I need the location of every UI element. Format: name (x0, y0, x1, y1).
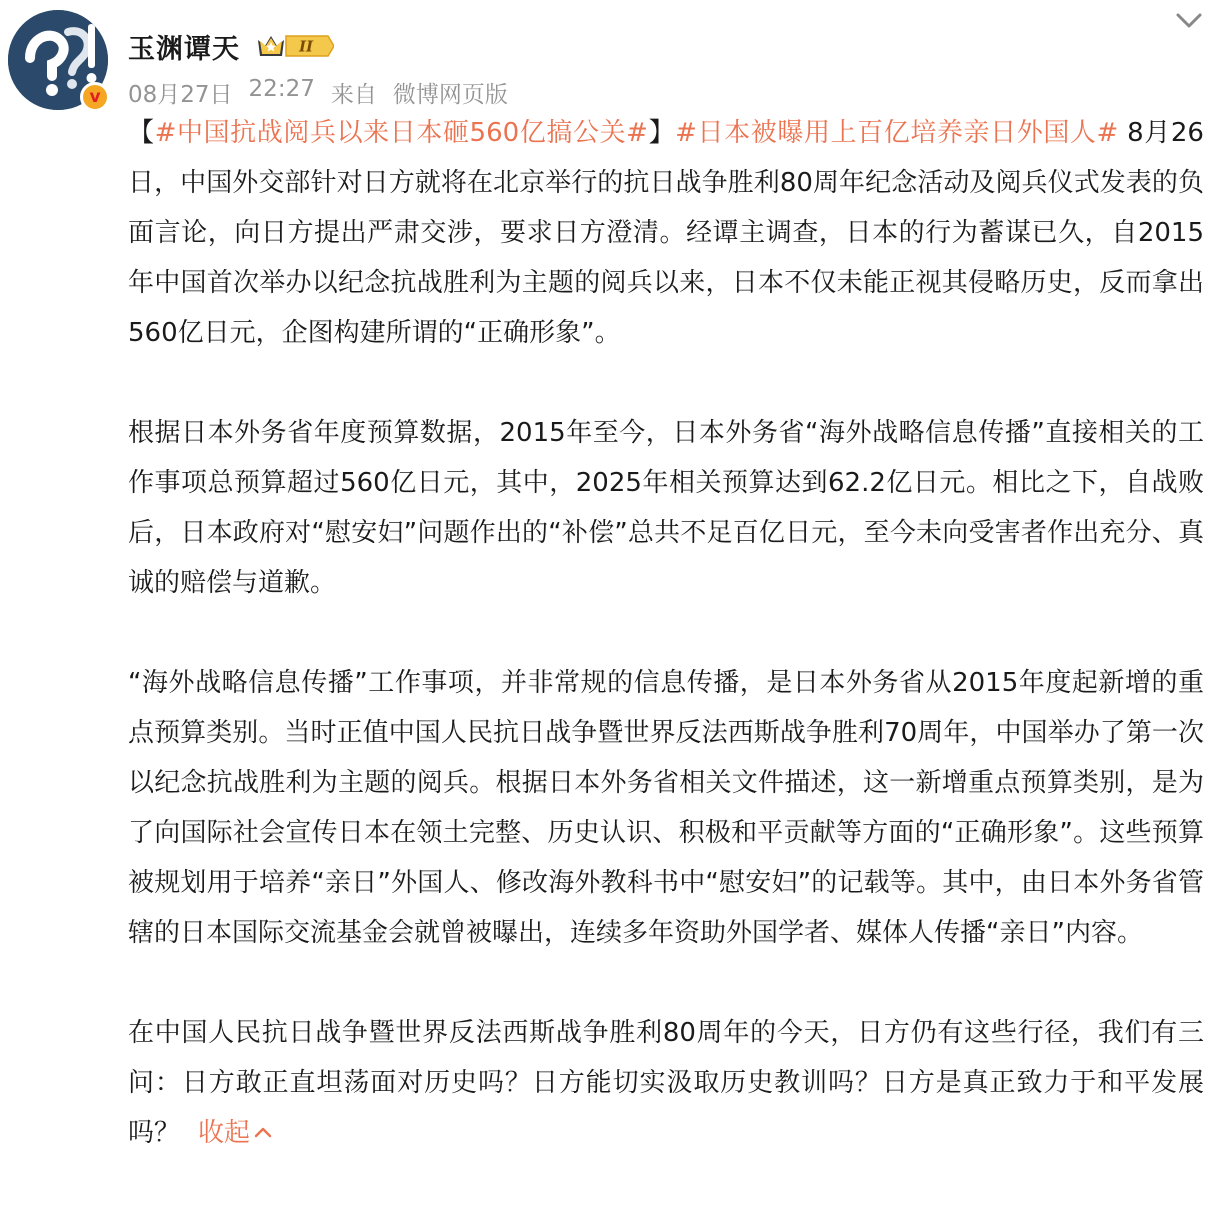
source-prefix: 来自 (330, 82, 377, 108)
post-source[interactable]: 微博网页版 (392, 82, 508, 108)
post-paragraph-2: 根据日本外务省年度预算数据，2015年至今，日本外务省“海外战略信息传播”直接相关的工作事项总预算超过560亿日元，其中，2025年相关预算达到62.2亿日元。相比之下，自战败后，日本政府对“慰安妇”问题作出的“补偿”总共不足百亿日元，至今未向受害者作出充分、真诚的赔偿与道歉。 (128, 418, 1204, 598)
post-paragraph-4 (128, 1008, 1204, 1158)
crown-vip-icon[interactable] (256, 31, 334, 61)
post-content (128, 108, 1204, 1158)
post-date: 08月27日 (128, 82, 233, 108)
paragraph-spacer (128, 358, 1204, 408)
chevron-up-icon[interactable] (254, 1126, 272, 1138)
bracket-close: 】 (647, 118, 676, 148)
chevron-down-icon[interactable] (1174, 6, 1204, 36)
avatar-container[interactable] (8, 10, 108, 110)
paragraph-spacer (128, 608, 1204, 658)
post-header (128, 24, 508, 109)
collapse-label[interactable]: 收起 (198, 1118, 251, 1148)
hashtag-link-2[interactable]: #日本被曝用上百亿培养亲日外国人# (675, 118, 1119, 148)
vip-level: II (298, 37, 314, 56)
verified-v-icon: v (80, 82, 110, 112)
post-paragraph-3: “海外战略信息传播”工作事项，并非常规的信息传播，是日本外务省从2015年度起新增的重点预算类别。当时正值中国人民抗日战争暨世界反法西斯战争胜利70周年，中国举办了第一次以纪念抗战胜利为主题的阅兵。根据日本外务省相关文件描述，这一新增重点预算类别，是为了向国际社会宣传日本在领土完整、历史认识、积极和平贡献等方面的“正确形象”。这些预算被规划用于培养“亲日”外国人、修改海外教科书中“慰安妇”的记载等。其中，由日本外务省管辖的日本国际交流基金会就曾被曝出，连续多年资助外国学者、媒体人传播“亲日”内容。 (128, 668, 1204, 948)
post-paragraph-1 (128, 108, 1204, 358)
collapse-button[interactable] (198, 1118, 272, 1148)
paragraph-spacer (128, 958, 1204, 1008)
user-name[interactable]: 玉渊谭天 (128, 33, 240, 65)
post-time: 22:27 (248, 76, 315, 102)
hashtag-link-1[interactable]: #中国抗战阅兵以来日本砸560亿搞公关# (154, 118, 648, 148)
name-row (128, 24, 508, 68)
bracket-open: 【 (128, 118, 155, 148)
paragraph-1-text: 8月26日，中国外交部针对日方就将在北京举行的抗日战争胜利80周年纪念活动及阅兵仪式发表的负面言论，向日方提出严肃交涉，要求日方澄清。经谭主调查，日本的行为蓄谋已久，自2015年中国首次举办以纪念抗战胜利为主题的阅兵以来，日本不仅未能正视其侵略历史，反而拿出560亿日元，企图构建所谓的“正确形象”。 (128, 118, 1204, 348)
paragraph-4-text: 在中国人民抗日战争暨世界反法西斯战争胜利80周年的今天，日方仍有这些行径，我们有三问：日方敢正直坦荡面对历史吗？日方能切实汲取历史教训吗？日方是真正致力于和平发展吗？ (128, 1018, 1204, 1148)
post-meta (128, 76, 508, 109)
